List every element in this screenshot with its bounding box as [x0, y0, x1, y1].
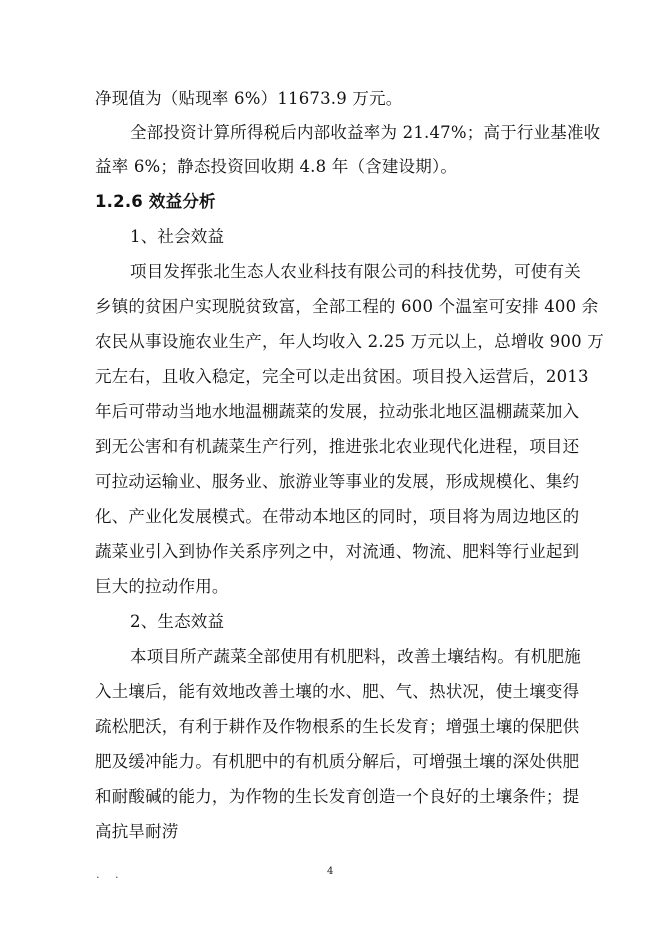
- section-heading: 1.2.6 效益分析: [95, 192, 216, 211]
- text-line: 化、产业化发展模式。在带动本地区的同时，项目将为周边地区的: [95, 507, 580, 526]
- text-line: 元左右，且收入稳定，完全可以走出贫困。项目投入运营后，2013: [95, 367, 589, 386]
- text-line: 乡镇的贫困户实现脱贫致富，全部工程的 600 个温室可安排 400 余: [95, 297, 599, 316]
- text-line: 本项目所产蔬菜全部使用有机肥料，改善土壤结构。有机肥施: [130, 647, 581, 666]
- text-line: 到无公害和有机蔬菜生产行列，推进张北农业现代化进程，项目还: [95, 437, 580, 456]
- text-line: 全部投资计算所得税后内部收益率为 21.47%；高于行业基准收: [130, 123, 601, 142]
- text-line: 项目发挥张北生态人农业科技有限公司的科技优势，可使有关: [130, 262, 581, 281]
- text-line: 巨大的拉动作用。: [95, 577, 229, 596]
- text-line: 和耐酸碱的能力，为作物的生长发育创造一个良好的土壤条件；提: [95, 787, 580, 806]
- footer-dots: . .: [96, 868, 125, 881]
- subsection-heading: 2、生态效益: [130, 612, 225, 631]
- subsection-heading: 1、社会效益: [130, 227, 225, 246]
- text-line: 高抗旱耐涝: [95, 822, 179, 841]
- text-line: 农民从事设施农业生产，年人均收入 2.25 万元以上，总增收 900 万: [95, 332, 604, 351]
- page-number: 4: [327, 866, 334, 877]
- text-line: 肥及缓冲能力。有机肥中的有机质分解后，可增强土壤的深处供肥: [95, 752, 580, 771]
- text-line: 疏松肥沃，有利于耕作及作物根系的生长发育；增强土壤的保肥供: [95, 717, 580, 736]
- text-line: 蔬菜业引入到协作关系序列之中，对流通、物流、肥料等行业起到: [95, 542, 580, 561]
- text-line: 净现值为（贴现率 6%）11673.9 万元。: [95, 89, 403, 108]
- text-line: 年后可带动当地水地温棚蔬菜的发展，拉动张北地区温棚蔬菜加入: [95, 402, 580, 421]
- text-line: 入土壤后，能有效地改善土壤的水、肥、气、热状况，使土壤变得: [95, 682, 580, 701]
- text-line: 可拉动运输业、服务业、旅游业等事业的发展，形成规模化、集约: [95, 472, 580, 491]
- text-line: 益率 6%；静态投资回收期 4.8 年（含建设期）。: [95, 157, 458, 176]
